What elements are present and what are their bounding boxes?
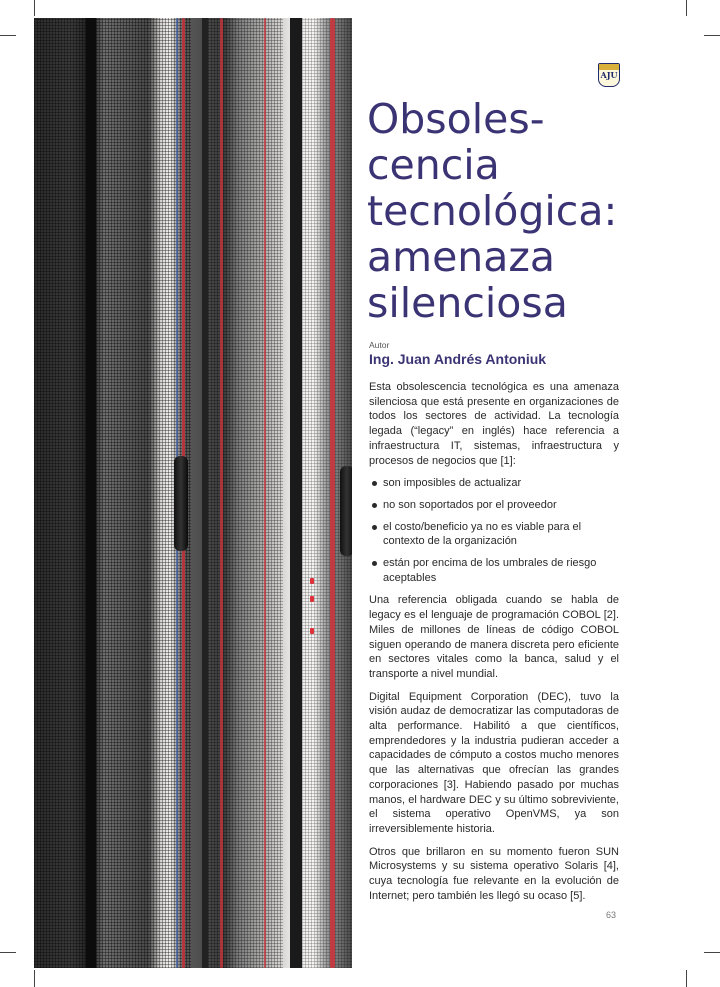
list-item: no son soportados por el proveedor — [369, 498, 619, 513]
title-line: amenaza — [367, 233, 556, 281]
list-item: el costo/beneficio ya no es viable para el contexto de la organización — [369, 520, 619, 549]
status-light — [310, 628, 314, 634]
title-line: tecnológica: — [367, 187, 618, 235]
rack-door-mesh — [34, 18, 86, 968]
legacy-criteria-list — [369, 476, 619, 585]
crop-mark — [0, 35, 16, 36]
page-number: 63 — [606, 910, 617, 920]
publication-logo — [598, 63, 620, 87]
article-title — [367, 96, 627, 326]
server-rack-photo — [34, 18, 352, 968]
crop-mark — [34, 970, 35, 987]
crop-mark — [686, 0, 687, 16]
rack-door-handle — [340, 466, 352, 556]
body-paragraph: Una referencia obligada cuando se habla de legacy es el lenguaje de programación COBOL [2]. Miles de millones de líneas de código COBOL siguen operando de manera discreta pero eficiente en sectores vitales como la banca, salud y el transporte a nivel mundial. — [369, 594, 619, 680]
crop-mark — [704, 952, 720, 953]
crop-mark — [704, 35, 720, 36]
author-name: Ing. Juan Andrés Antoniuk — [369, 351, 547, 367]
crop-mark — [34, 0, 35, 16]
crop-mark — [0, 952, 16, 953]
rack-frame — [86, 18, 96, 968]
crop-mark — [686, 970, 687, 987]
title-line: Obsoles- — [367, 95, 545, 143]
title-line: silenciosa — [367, 279, 568, 327]
red-cable — [220, 18, 223, 968]
status-light — [310, 578, 314, 584]
status-light — [310, 596, 314, 602]
rack-frame — [290, 18, 302, 968]
list-item: están por encima de los umbrales de riesgo aceptables — [369, 556, 619, 585]
article-body — [369, 380, 619, 912]
intro-paragraph: Esta obsolescencia tecnológica es una amenaza silenciosa que está presente en organizaciones de todos los sectores de actividad. La tecnología legada (“legacy” en inglés) hace referencia a infraestructura IT, sistemas, infraestructura y procesos de negocios que [1]: — [369, 381, 619, 467]
red-cable — [264, 18, 266, 968]
body-paragraph: Digital Equipment Corporation (DEC), tuvo la visión audaz de democratizar las computadoras de alta performance. Habilitó a que científicos, emprendedores y la industria pudieran acceder a capacidades de cómputo a costos mucho menores que las alternativas que ofrecían las grandes corporaciones [3]. Habiendo pasado por muchas manos, el hardware DEC y su último sobreviviente, el sistema operativo OpenVMS, ya son irreversiblemente historia. — [369, 690, 619, 835]
body-paragraph: Otros que brillaron en su momento fueron SUN Microsystems y su sistema operativo Solaris [4], cuya tecnología fue relevante en la evolución de Internet; pero también les llegó su ocaso [5]. — [369, 845, 619, 902]
author-label: Autor — [369, 340, 390, 350]
red-cable — [330, 18, 335, 968]
logo-text: AJU — [600, 70, 618, 80]
title-line: cencia — [367, 141, 500, 189]
rack-door-handle — [174, 456, 188, 551]
list-item: son imposibles de actualizar — [369, 476, 619, 491]
